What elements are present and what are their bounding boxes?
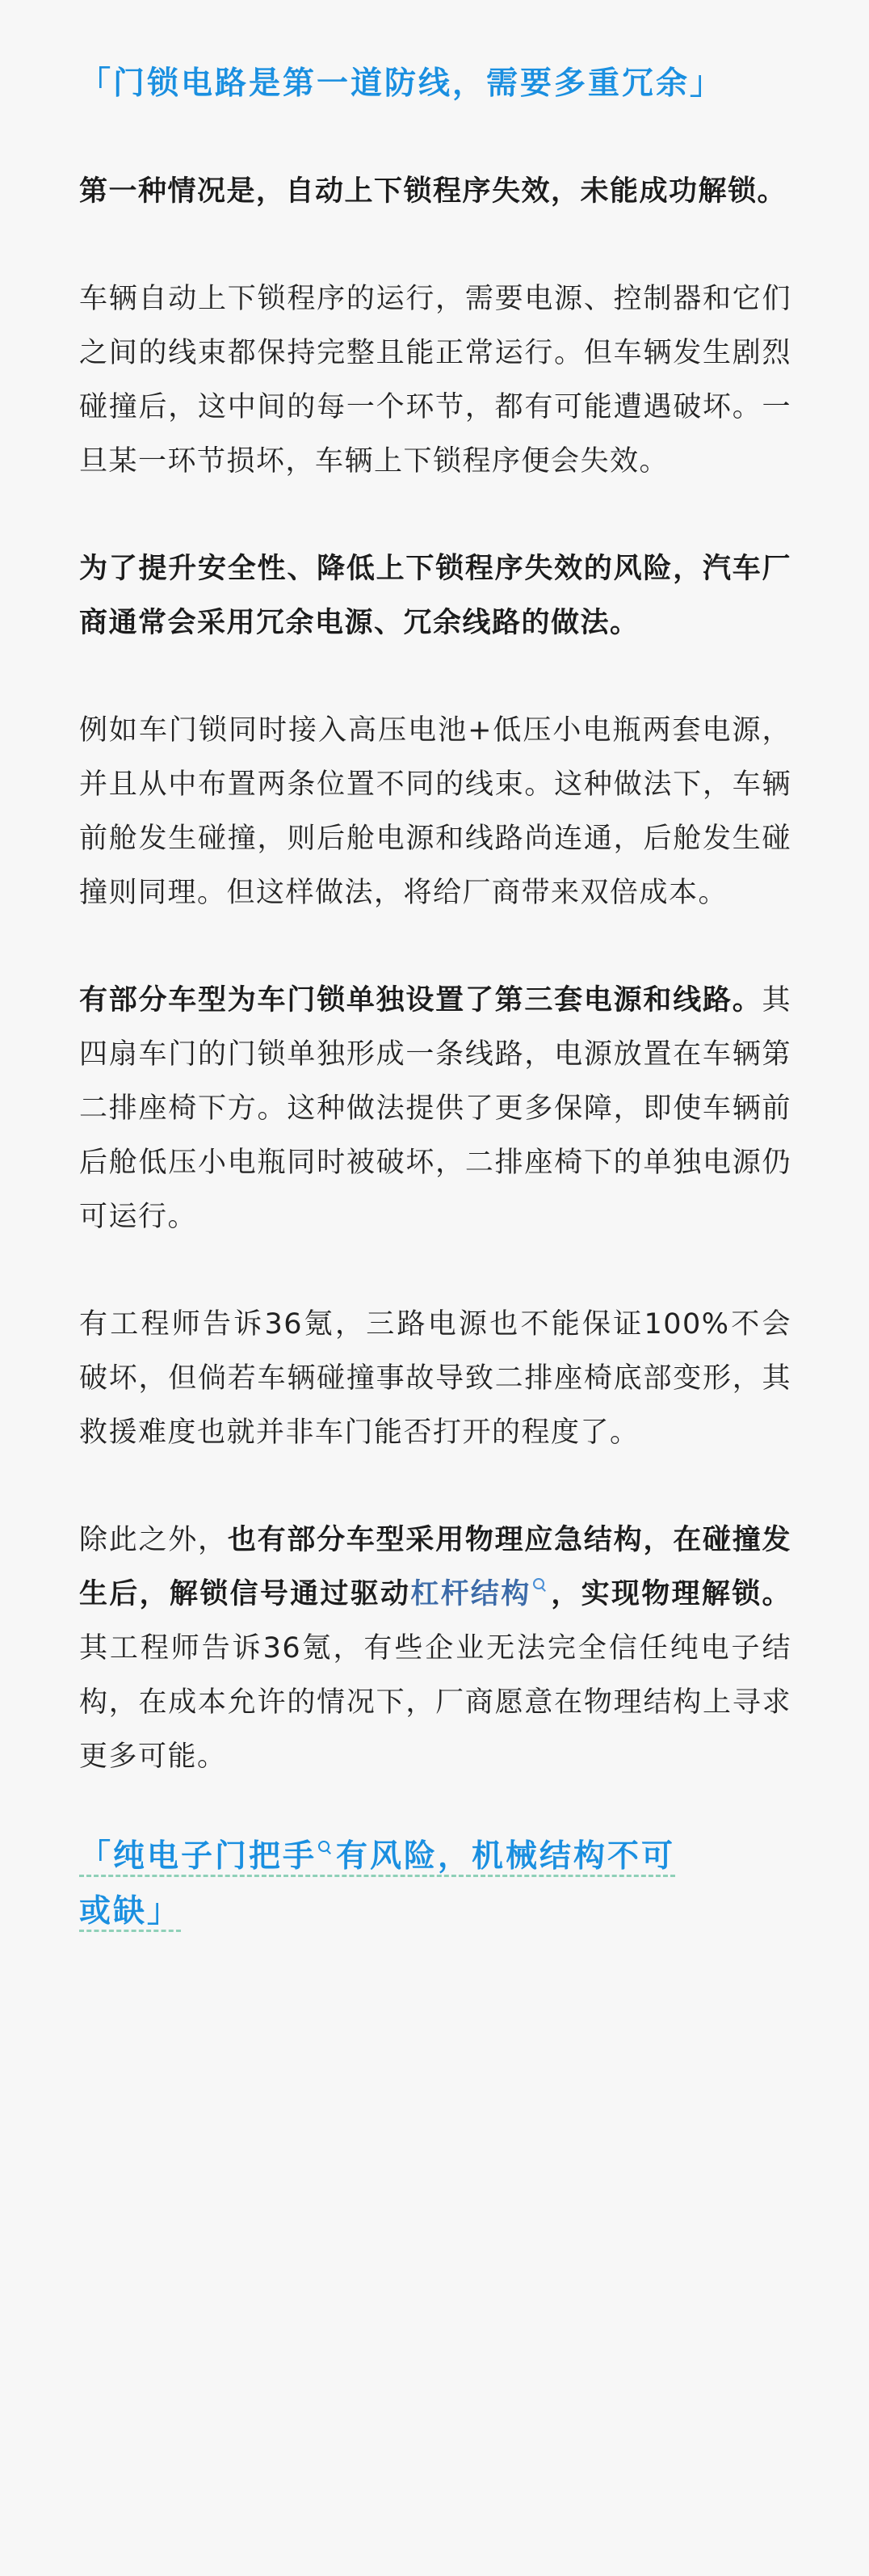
paragraph-redundancy: 为了提升安全性、降低上下锁程序失效的风险，汽车厂商通常会采用冗余电源、冗余线路的做法。 (79, 553, 791, 639)
section-heading-line1 (79, 1838, 675, 1877)
section-heading-line2 (79, 1893, 181, 1932)
paragraph-physical-lead: 除此之外， (79, 1524, 228, 1556)
heading-close-bracket: 」 (147, 1893, 182, 1930)
paragraph-third-power (79, 974, 791, 1244)
heading-tail-line1: 有风险，机械结构不可 (336, 1838, 676, 1875)
lever-structure-link[interactable]: 杠杆结构 (410, 1578, 531, 1610)
search-icon[interactable] (318, 1841, 333, 1855)
paragraph-lock-program: 车辆自动上下锁程序的运行，需要电源、控制器和它们之间的线束都保持完整且能正常运行。但车辆发生剧烈碰撞后，这中间的每一个环节，都有可能遭遇破坏。一旦某一环节损坏，车辆上下锁程序便会失效。 (79, 283, 791, 478)
paragraph-physical-rest: 其工程师告诉36氪，有些企业无法完全信任纯电子结构，在成本允许的情况下，厂商愿意在物理结构上寻求更多可能。 (79, 1632, 791, 1773)
electronic-door-handle-link[interactable]: 纯电子门把手 (113, 1838, 317, 1875)
heading-tail-line2: 或缺 (79, 1893, 148, 1930)
paragraph-physical-structure (79, 1513, 791, 1784)
section-heading-door-lock-circuit: 「门锁电路是第一道防线，需要多重冗余」 (79, 65, 724, 102)
section-heading-electronic-handle (79, 1829, 791, 1939)
paragraph-third-power-rest: 其四扇车门的门锁单独形成一条线路，电源放置在车辆第二排座椅下方。这种做法提供了更多保障，即使车辆前后舱低压小电瓶同时被破坏，二排座椅下的单独电源仍可运行。 (79, 984, 791, 1233)
paragraph-physical-bold1: 也有部分车型采用物理应急结构，在碰撞发生后，解锁信号通过驱动 (79, 1524, 791, 1610)
paragraph-dual-power: 例如车门锁同时接入高压电池+低压小电瓶两套电源，并且从中布置两条位置不同的线束。这种做法下，车辆前舱发生碰撞，则后舱电源和线路尚连通，后舱发生碰撞则同理。但这样做法，将给厂商带来双倍成本。 (79, 714, 791, 909)
paragraph-physical-bold2: ，实现物理解锁。 (550, 1578, 791, 1610)
paragraph-engineer-quote: 有工程师告诉36氪，三路电源也不能保证100%不会破坏，但倘若车辆碰撞事故导致二排座椅底部变形，其救援难度也就并非车门能否打开的程度了。 (79, 1308, 791, 1449)
paragraph-third-power-bold: 有部分车型为车门锁单独设置了第三套电源和线路。 (79, 984, 762, 1017)
paragraph-first-case: 第一种情况是，自动上下锁程序失效，未能成功解锁。 (79, 175, 787, 208)
heading-open-bracket: 「 (79, 1838, 114, 1875)
search-icon[interactable] (533, 1578, 548, 1593)
